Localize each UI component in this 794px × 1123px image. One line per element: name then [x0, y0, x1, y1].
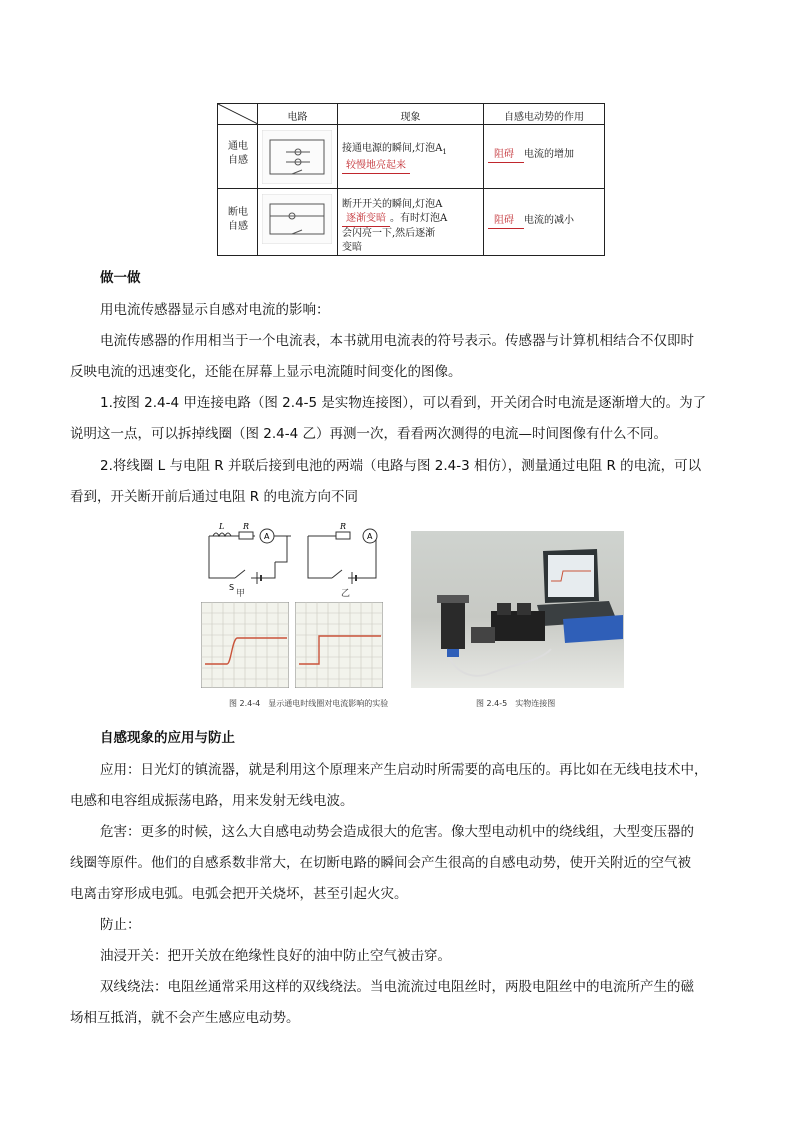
- phenomenon-text-power-on: 接通电源的瞬间,灯泡A: [342, 143, 443, 154]
- paragraph-hazard-line2: 线圈等原件。他们的自感系数非常大，在切断电路的瞬间会产生很高的自感电动势，使开关附近的空气被: [70, 855, 691, 871]
- answer-power-off-effect: 阻碍: [488, 214, 524, 229]
- answer-power-on-effect: 阻碍: [488, 148, 524, 163]
- answer-power-off-phenomenon: 逐渐变暗: [342, 212, 390, 227]
- paragraph-step1-line1: 1.按图 2.4-4 甲连接电路（图 2.4-5 是实物连接图），可以看到，开关闭合时电流是逐渐增大的。为了: [100, 395, 707, 411]
- paragraph-hazard-line3: 电离击穿形成电弧。电弧会把开关烧坏，甚至引起火灾。: [70, 886, 408, 902]
- paragraph-sensor-line2: 反映电流的迅速变化，还能在屏幕上显示电流随时间变化的图像。: [70, 364, 462, 380]
- label-jia: 甲: [236, 589, 246, 599]
- apparatus-photo: [411, 531, 624, 688]
- phenomenon-text-power-off-cont2: 会闪亮一下,然后逐渐: [342, 228, 436, 239]
- circuit-diagram-power-off: [262, 194, 332, 244]
- self-induction-table: [217, 103, 605, 256]
- paragraph-bifilar-line2: 场相互抵消，就不会产生感应电动势。: [70, 1010, 300, 1026]
- current-time-graph-yi: [295, 602, 383, 688]
- resistor-label-yi: R: [340, 522, 347, 531]
- caption-figure-2-4-5: 图 2.4-5 实物连接图: [476, 699, 556, 708]
- table-corner-diagonal: [218, 104, 258, 124]
- paragraph-application-line1: 应用：日光灯的镇流器，就是利用这个原理来产生启动时所需要的高电压的。再比如在无线电技术中，: [100, 762, 708, 778]
- row-label-power-on: 通电 自感: [228, 141, 248, 166]
- circuit-diagram-power-on: [262, 130, 332, 184]
- phenomenon-text-power-off-cont3: 变暗: [342, 242, 362, 253]
- circuit-diagram-jia: [205, 522, 291, 592]
- heading-try-it: 做一做: [100, 270, 141, 286]
- heading-application-prevention: 自感现象的应用与防止: [100, 730, 235, 746]
- header-effect: 自感电动势的作用: [504, 112, 584, 123]
- inductor-label: L: [219, 522, 225, 531]
- paragraph-application-line2: 电感和电容组成振荡电路，用来发射无线电波。: [70, 793, 354, 809]
- ammeter-label-yi: A: [367, 532, 373, 541]
- paragraph-step2-line2: 看到，开关断开前后通过电阻 R 的电流方向不同: [70, 489, 358, 505]
- paragraph-step2-line1: 2.将线圈 L 与电阻 R 并联后接到电池的两端（电路与图 2.4-3 相仿），测量通过电阻 R 的电流，可以: [100, 458, 702, 474]
- caption-figure-2-4-4: 图 2.4-4 显示通电时线圈对电流影响的实验: [229, 699, 389, 708]
- paragraph-oil-switch: 油浸开关：把开关放在绝缘性良好的油中防止空气被击穿。: [100, 948, 451, 964]
- answer-power-on-phenomenon: 较慢地亮起来: [342, 159, 410, 174]
- phenomenon-text-power-off-cont: 。有时灯泡A: [390, 213, 448, 224]
- bulb-subscript: 1: [442, 148, 447, 156]
- ammeter-label-jia: A: [264, 532, 270, 541]
- header-circuit: 电路: [287, 112, 308, 123]
- effect-text-power-off: 电流的减小: [524, 215, 574, 226]
- circuit-diagram-yi: [304, 522, 384, 592]
- label-yi: 乙: [341, 589, 351, 599]
- paragraph-intro: 用电流传感器显示自感对电流的影响：: [100, 302, 330, 318]
- phenomenon-text-power-off: 断开开关的瞬间,灯泡A: [342, 199, 443, 210]
- paragraph-bifilar-line1: 双线绕法：电阻丝通常采用这样的双线绕法。当电流流过电阻丝时，两股电阻丝中的电流所产生的磁: [100, 979, 694, 995]
- switch-label-jia: S: [229, 583, 235, 592]
- paragraph-sensor-line1: 电流传感器的作用相当于一个电流表，本书就用电流表的符号表示。传感器与计算机相结合不仅即时: [100, 333, 694, 349]
- current-time-graph-jia: [201, 602, 289, 688]
- effect-text-power-on: 电流的增加: [524, 149, 574, 160]
- resistor-label-jia: R: [243, 522, 250, 531]
- header-phenomenon: 现象: [400, 112, 421, 123]
- paragraph-hazard-line1: 危害：更多的时候，这么大自感电动势会造成很大的危害。像大型电动机中的绕线组，大型变压器的: [100, 824, 694, 840]
- paragraph-prevention-title: 防止：: [100, 917, 141, 933]
- row-label-power-off: 断电 自感: [228, 207, 248, 232]
- paragraph-step1-line2: 说明这一点，可以拆掉线圈（图 2.4-4 乙）再测一次，看看两次测得的电流—时间图像有什么不同。: [70, 426, 668, 442]
